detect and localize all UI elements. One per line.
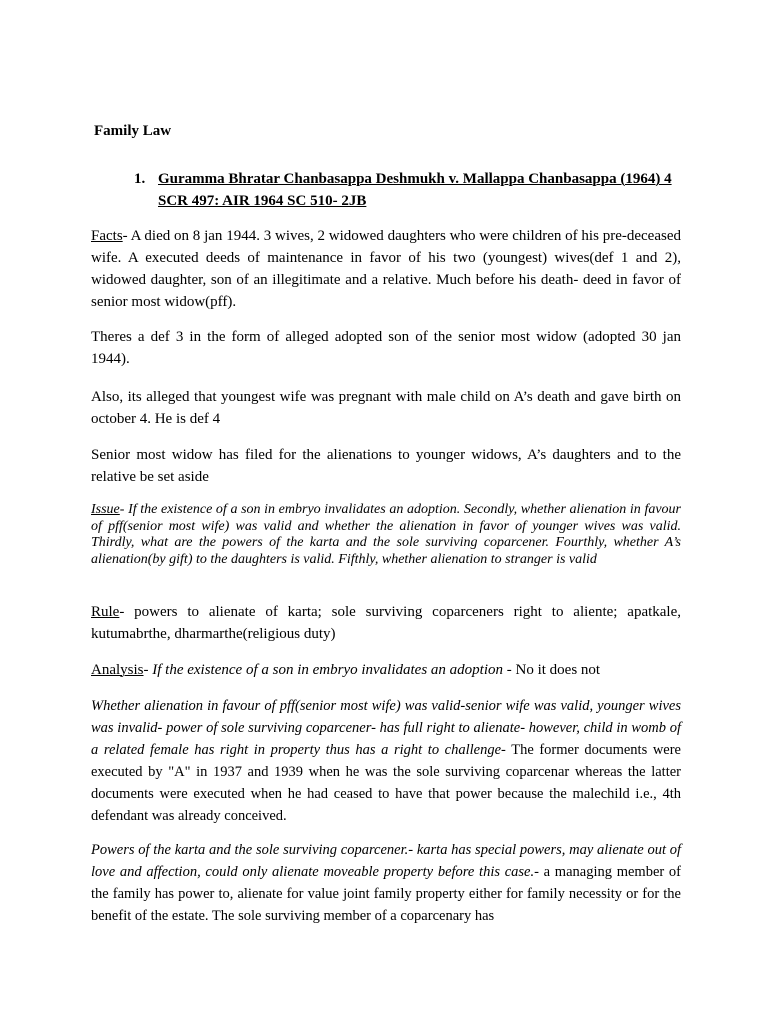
analysis-paragraph [91, 659, 681, 681]
analysis-label: Analysis [91, 662, 144, 678]
rule-text: - powers to alienate of karta; sole surviving coparceners right to aliente; apatkale, kutumabrthe, dharmarthe(religious duty) [91, 604, 681, 642]
rule-label: Rule [91, 604, 120, 620]
def4-paragraph: Also, its alleged that youngest wife was pregnant with male child on A’s death and gave birth on october 4. He is def 4 [91, 389, 681, 427]
alienation-text: The former documents were executed by "A" in 1937 and 1939 when he was the sole surviving coparcenar whereas the latter documents were executed when he had ceased to have that power because the malechild i.e., 4th defendant was already conceived. [91, 742, 681, 824]
analysis-question: - If the existence of a son in embryo invalidates an adoption [143, 662, 504, 678]
issue-text: - If the existence of a son in embryo invalidates an adoption. Secondly, whether alienation in favour of pff(senior most wife) was valid and whether the alienation in favor of younger wives was valid. Thirdly, what are the powers of the karta and the sole surviving coparcener. Fourthly, whether A’s alienation(by gift) to the daughters is valid. Fifthly, whether alienation to stranger is valid [91, 502, 681, 567]
issue-label: Issue [91, 502, 120, 517]
analysis-answer: - No it does not [503, 662, 601, 678]
issue-paragraph [91, 502, 681, 568]
alienation-paragraph [91, 695, 681, 827]
def3-paragraph: Theres a def 3 in the form of alleged adopted son of the senior most widow (adopted 30 jan 1944). [91, 329, 681, 367]
document-heading: Family Law [94, 123, 172, 139]
case-title: Guramma Bhratar Chanbasappa Deshmukh v. Mallappa Chanbasappa (1964) 4 SCR 497: AIR 1964 SC 510- 2JB [158, 171, 672, 209]
powers-italic-text: Powers of the karta and the sole surviving coparcener.- karta has special powers, may alienate out of love and affection, could only alienate moveable property before this case.- [91, 842, 681, 880]
powers-text: a managing member of the family has power to, alienate for value joint family property either for family necessity or for the benefit of the estate. The sole surviving member of a coparcenary has [91, 864, 681, 924]
senior-widow-paragraph: Senior most widow has filed for the alienations to younger widows, A’s daughters and to the relative be set aside [91, 447, 681, 485]
facts-paragraph [91, 225, 681, 313]
case-list-item [134, 168, 694, 212]
case-number: 1. [134, 171, 146, 187]
facts-label: Facts [91, 228, 123, 244]
rule-paragraph [91, 601, 681, 645]
facts-text: - A died on 8 jan 1944. 3 wives, 2 widowed daughters who were children of his pre-deceased wife. A executed deeds of maintenance in favor of his two (youngest) wives(def 1 and 2), widowed daughter, son of an illegitimate and a relative. Much before his death- deed in favor of senior most widow(pff). [91, 228, 681, 310]
alienation-italic-text: Whether alienation in favour of pff(senior most wife) was valid-senior wife was valid, younger wives was invalid- power of sole surviving coparcener- has full right to alienate- however, child in womb of a related female has right in property thus has a right to challenge- [91, 698, 681, 758]
powers-paragraph [91, 839, 681, 927]
